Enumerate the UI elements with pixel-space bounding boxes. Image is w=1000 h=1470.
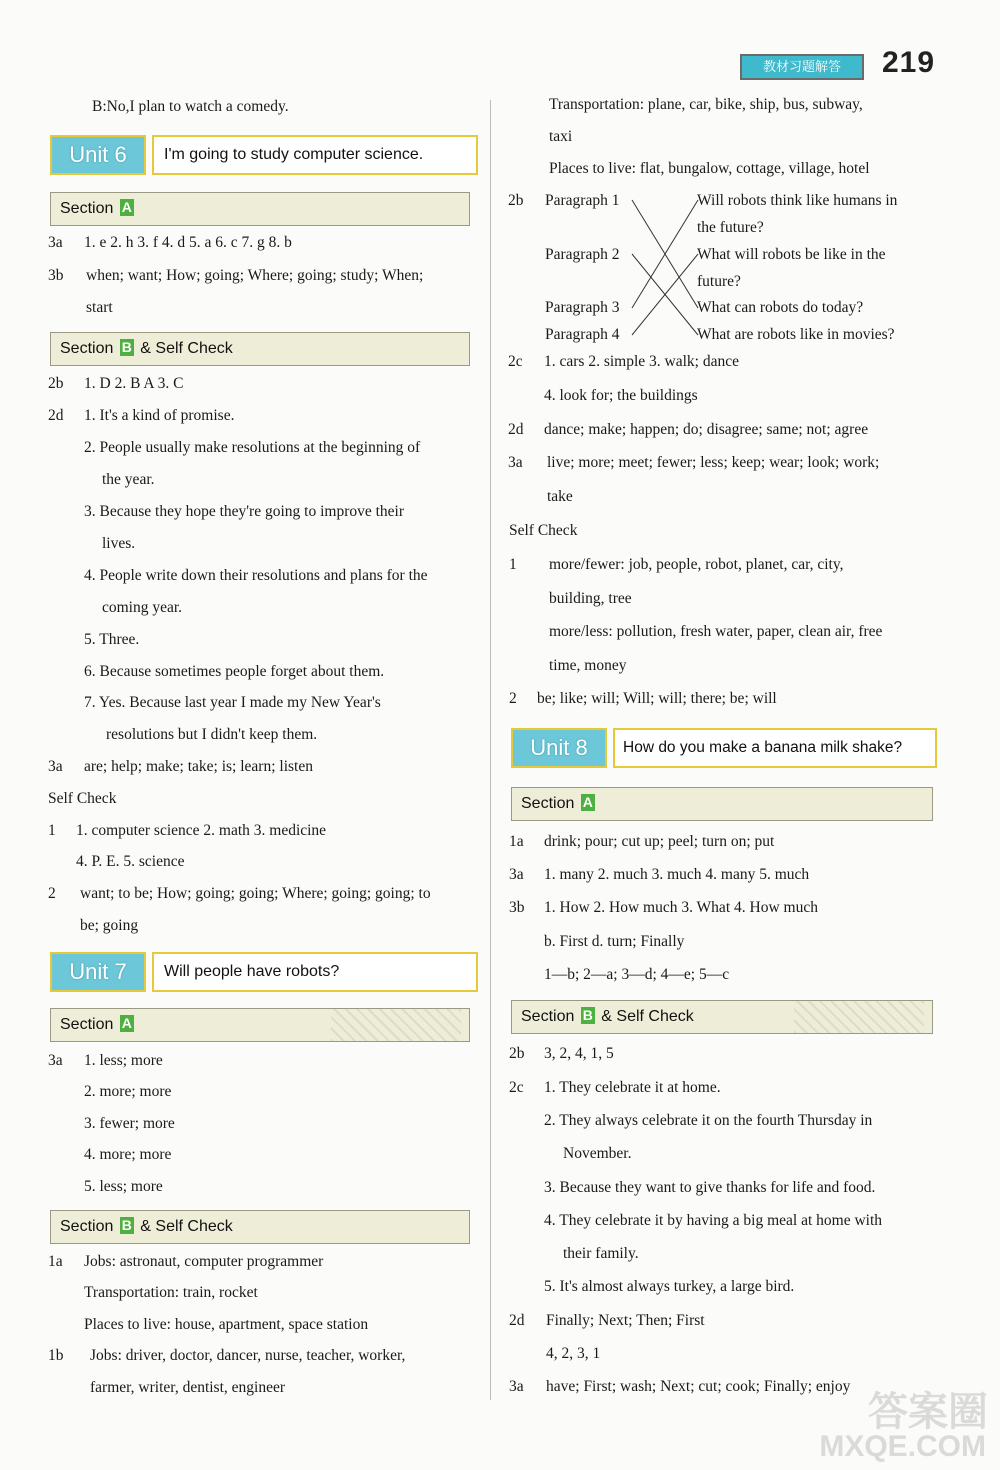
self-check-heading: Self Check [509, 522, 578, 539]
answer-text: Jobs: driver, doctor, dancer, nurse, teacher, worker, [90, 1347, 406, 1364]
answer-label: 2c [509, 1079, 524, 1096]
answer-label: 1a [48, 1253, 63, 1270]
banner-watermark [794, 1001, 924, 1033]
answer-label: 3a [509, 1378, 524, 1395]
answer-text: time, money [549, 657, 627, 674]
answer-text: lives. [102, 535, 136, 552]
section-label: Section [521, 795, 575, 812]
answer-text: 5. It's almost always turkey, a large bird. [544, 1278, 795, 1295]
paragraph-label: Paragraph 1 [545, 192, 620, 209]
answer-text: 1. e 2. h 3. f 4. d 5. a 6. c 7. g 8. b [84, 234, 292, 251]
answer-text: 4. P. E. 5. science [76, 853, 185, 870]
answer-label: 2 [509, 690, 517, 707]
section-label: Section [60, 340, 114, 357]
answer-text: Transportation: plane, car, bike, ship, bus, subway, [549, 96, 863, 113]
answer-text: building, tree [549, 590, 632, 607]
unit8-banner [511, 728, 937, 768]
answer-text: November. [563, 1145, 632, 1162]
answer-text: more/less: pollution, fresh water, paper, clean air, free [549, 623, 883, 640]
answer-label: 3b [509, 899, 525, 916]
answer-text: 1. How 2. How much 3. What 4. How much [544, 899, 818, 916]
answer-text: Places to live: house, apartment, space station [84, 1316, 369, 1333]
answer-text: live; more; meet; fewer; less; keep; wear; look; work; [547, 454, 880, 471]
answer-label: 2d [48, 407, 64, 424]
answer-text: are; help; make; take; is; learn; listen [84, 758, 313, 775]
answer-label: 1a [509, 833, 524, 850]
section-label: Section [60, 1016, 114, 1033]
answer-text: want; to be; How; going; going; Where; going; going; to [80, 885, 431, 902]
answer-text: 1. computer science 2. math 3. medicine [76, 822, 327, 839]
section-label-suffix: & Self Check [601, 1008, 694, 1025]
answer-text: taxi [549, 128, 573, 145]
top-line: B:No,I plan to watch a comedy. [92, 98, 289, 115]
answer-label: 2c [508, 353, 523, 370]
answer-label: 3a [48, 234, 63, 251]
section-label-suffix: & Self Check [140, 1218, 233, 1235]
answer-text: 5. less; more [84, 1178, 163, 1195]
answer-text: be; going [80, 917, 139, 934]
answer-label: 2b [48, 375, 64, 392]
answer-text: when; want; How; going; Where; going; study; When; [86, 267, 424, 284]
answer-text: 2. more; more [84, 1083, 172, 1100]
answer-label: 3b [48, 267, 64, 284]
section-letter: A [582, 793, 593, 810]
answer-text: 6. Because sometimes people forget about them. [84, 663, 385, 680]
answer-text: dance; make; happen; do; disagree; same; not; agree [544, 421, 869, 438]
answer-text: drink; pour; cut up; peel; turn on; put [544, 833, 775, 850]
answer-text: take [547, 488, 573, 505]
answer-text: 2. They always celebrate it on the fourth Thursday in [544, 1112, 873, 1129]
answer-text: start [86, 299, 113, 316]
answer-label: 2d [508, 421, 524, 438]
answer-text: Jobs: astronaut, computer programmer [84, 1253, 324, 1270]
section-b-banner [50, 332, 470, 366]
question-text: What can robots do today? [697, 299, 864, 316]
answer-label: 3a [48, 758, 63, 775]
answer-text: 4. look for; the buildings [544, 387, 698, 404]
answer-text: 3. Because they want to give thanks for life and food. [544, 1179, 876, 1196]
site-watermark-url: MXQE.COM [819, 1430, 986, 1463]
unit-badge: Unit 8 [511, 728, 607, 768]
section-a-banner [50, 192, 470, 226]
answer-label: 1 [48, 822, 56, 839]
section-letter: B [582, 1006, 593, 1023]
answer-text: be; like; will; Will; will; there; be; will [537, 690, 777, 707]
section-letter: B [121, 1216, 132, 1233]
answer-text: 4. They celebrate it by having a big meal at home with [544, 1212, 883, 1229]
answer-text: 4. People write down their resolutions and plans for the [84, 567, 428, 584]
section-label-suffix: & Self Check [140, 340, 233, 357]
page-number: 219 [882, 46, 936, 79]
answer-text: resolutions but I didn't keep them. [106, 726, 318, 743]
answer-text: 2. People usually make resolutions at the beginning of [84, 439, 421, 456]
unit-badge: Unit 7 [50, 952, 146, 992]
site-watermark-logo: 答案圈 [868, 1390, 988, 1434]
header-tag: 教材习题解答 [740, 54, 864, 80]
answer-text: have; First; wash; Next; cut; cook; Finally; enjoy [546, 1378, 851, 1395]
unit6-banner [50, 135, 478, 175]
question-text: What will robots be like in the [697, 246, 886, 263]
answer-text: Transportation: train, rocket [84, 1284, 258, 1301]
answer-text: 7. Yes. Because last year I made my New Year's [84, 694, 381, 711]
section-b-banner [50, 1210, 470, 1244]
unit7-banner [50, 952, 478, 992]
section-letter: B [121, 338, 132, 355]
answer-text: 1. many 2. much 3. much 4. many 5. much [544, 866, 810, 883]
paragraph-label: Paragraph 3 [545, 299, 620, 316]
answer-text: 1. cars 2. simple 3. walk; dance [544, 353, 739, 370]
answer-label: 3a [509, 866, 524, 883]
question-text: future? [697, 273, 741, 290]
answer-text: 3, 2, 4, 1, 5 [544, 1045, 614, 1062]
answer-text: coming year. [102, 599, 183, 616]
answer-label: 1b [48, 1347, 64, 1364]
answer-text: their family. [563, 1245, 639, 1262]
section-letter: A [121, 198, 132, 215]
answer-label: 2 [48, 885, 56, 902]
answer-text: the year. [102, 471, 155, 488]
section-label: Section [60, 1218, 114, 1235]
answer-text: b. First d. turn; Finally [544, 933, 685, 950]
answer-text: Places to live: flat, bungalow, cottage, village, hotel [549, 160, 870, 177]
section-label: Section [60, 200, 114, 217]
answer-text: 4. more; more [84, 1146, 172, 1163]
answer-label: 2b [508, 192, 524, 209]
answer-text: farmer, writer, dentist, engineer [90, 1379, 286, 1396]
answer-text: 3. Because they hope they're going to improve their [84, 503, 405, 520]
answer-label: 3a [508, 454, 523, 471]
matching-lines [632, 190, 698, 336]
self-check-heading: Self Check [48, 790, 117, 807]
question-text: What are robots like in movies? [697, 326, 895, 343]
answer-text: 3. fewer; more [84, 1115, 175, 1132]
unit-title: Will people have robots? [152, 952, 478, 992]
answer-text: 1. D 2. B A 3. C [84, 375, 184, 392]
section-letter: A [121, 1014, 132, 1031]
section-a-banner [511, 787, 933, 821]
paragraph-label: Paragraph 2 [545, 246, 620, 263]
section-a-banner [50, 1008, 470, 1042]
question-text: Will robots think like humans in [697, 192, 898, 209]
section-b-banner [511, 1000, 933, 1034]
answer-label: 1 [509, 556, 517, 573]
unit-badge: Unit 6 [50, 135, 146, 175]
answer-text: 4, 2, 3, 1 [546, 1345, 601, 1362]
answer-label: 2b [509, 1045, 525, 1062]
answer-label: 3a [48, 1052, 63, 1069]
answer-text: 1. less; more [84, 1052, 163, 1069]
answer-label: 2d [509, 1312, 525, 1329]
answer-text: 1. It's a kind of promise. [84, 407, 235, 424]
banner-watermark [331, 1009, 461, 1041]
question-text: the future? [697, 219, 764, 236]
section-label: Section [521, 1008, 575, 1025]
answer-text: Finally; Next; Then; First [546, 1312, 705, 1329]
answer-text: 1. They celebrate it at home. [544, 1079, 721, 1096]
unit-title: How do you make a banana milk shake? [613, 728, 937, 768]
unit-title: I'm going to study computer science. [152, 135, 478, 175]
answer-text: 1—b; 2—a; 3—d; 4—e; 5—c [544, 966, 730, 983]
answer-text: more/fewer: job, people, robot, planet, car, city, [549, 556, 844, 573]
answer-text: 5. Three. [84, 631, 140, 648]
column-divider [490, 100, 491, 1400]
paragraph-label: Paragraph 4 [545, 326, 620, 343]
